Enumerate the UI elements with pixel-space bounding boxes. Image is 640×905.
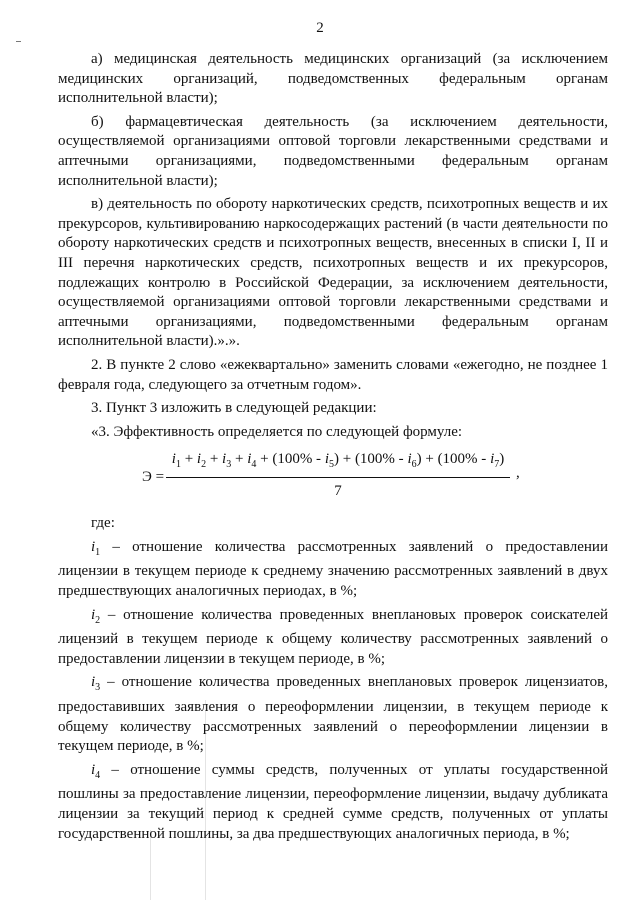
paragraph-b: б) фармацевтическая деятельность (за исключением деятельности, осуществляемой организациями оптовой торговли лекарственными средствами и аптечными организациями, подведомственными федеральным органам исполнительной власти);	[58, 113, 608, 189]
definition-subscript: 4	[95, 769, 101, 781]
formula-operator: +	[180, 451, 197, 468]
formula-variable: i	[196, 451, 202, 468]
definitions-list	[58, 538, 608, 844]
formula-variable: i	[247, 451, 252, 468]
formula-variable: i	[490, 451, 495, 468]
formula-numerator	[166, 450, 510, 478]
definition-variable: i	[91, 674, 96, 691]
definition-variable: i	[91, 761, 96, 778]
formula-subscript: 7	[494, 459, 500, 471]
definition-subscript: 3	[95, 682, 101, 694]
paragraph-v: в) деятельность по обороту наркотических средств, психотропных веществ и их прекурсоров, культивированию наркосодержащих растений (в части деятельности по обороту наркотических средств и психотропных веществ, внесенных в списки I, II и III перечня наркотических средств, психотропных веществ и их прекурсоров, подлежащих контролю в Российской Федерации, за исключением деятельности, осуществляемой организациями оптовой торговли лекарственными средствами и аптечными организациями, подведомственными федеральным органам исполнительной власти).».».	[58, 196, 608, 350]
definition-subscript: 1	[95, 546, 101, 558]
formula-variable: i	[222, 451, 227, 468]
formula-subscript: 3	[226, 459, 232, 471]
formula-variable: i	[324, 451, 329, 468]
formula-variable: i	[407, 451, 412, 468]
definition-text: – отношение количества проведенных внеплановых проверок соискателей лицензий в текущем периоде к общему количеству рассмотренных заявлений о предоставлении лицензии в текущем периоде, в %;	[58, 606, 608, 667]
formula-trailing: ,	[516, 465, 520, 482]
definition-variable: i	[91, 606, 96, 623]
efficiency-formula	[58, 450, 608, 510]
formula-subscript: 5	[328, 459, 334, 471]
formula-operator: +	[206, 451, 223, 468]
definition-text: – отношение суммы средств, полученных от уплаты государственной пошлины за предоставление лицензии, переоформление лицензии, выдачу дубликата лицензии за текущий период к средней сумме средств, полученных от уплаты государственной пошлины, за два предшествующих аналогичных периода, в %;	[58, 761, 608, 842]
where-label: где:	[91, 515, 115, 532]
formula-operator: ) + (100% -	[333, 451, 408, 468]
definition-item	[58, 761, 608, 844]
definition-text: – отношение количества проведенных внеплановых проверок лицензиатов, предоставивших заявления о переоформлении лицензии, в текущем периоде к общему количеству рассмотренных заявлений о переоформлении лицензии в текущем периоде, в %;	[58, 674, 608, 755]
formula-operator: + (100% -	[256, 451, 325, 468]
paragraph-a: а) медицинская деятельность медицинских организаций (за исключением медицинских организаций, подведомственных федеральным органам исполнительной власти);	[58, 51, 608, 107]
formula-operator: +	[231, 451, 248, 468]
margin-mark	[16, 41, 21, 42]
definition-item	[58, 538, 608, 602]
formula-fraction	[166, 450, 510, 501]
paragraph-item-2: 2. В пункте 2 слово «ежеквартально» заменить словами «ежегодно, не позднее 1 февраля года, следующего за отчетным годом».	[58, 356, 608, 393]
definition-variable: i	[91, 538, 96, 555]
formula-lhs: Э =	[142, 469, 165, 486]
definition-subscript: 2	[95, 614, 101, 626]
definition-item	[58, 673, 608, 756]
definition-text: – отношение количества рассмотренных заявлений о предоставлении лицензии в текущем периоде к среднему значению рассмотренных заявлений в двух предшествующих аналогичных периодах, в %;	[58, 538, 608, 600]
formula-operator: ) + (100% -	[416, 451, 491, 468]
formula-denominator: 7	[334, 482, 342, 499]
page-number: 2	[316, 20, 324, 36]
paragraph-item-3: 3. Пункт 3 изложить в следующей редакции:	[91, 400, 377, 417]
formula-subscript: 1	[175, 459, 181, 471]
formula-operator: )	[499, 451, 505, 468]
formula-subscript: 4	[251, 459, 257, 471]
formula-subscript: 6	[411, 459, 417, 471]
formula-subscript: 2	[201, 459, 207, 471]
formula-variable: i	[171, 451, 176, 468]
document-body	[58, 50, 608, 848]
definition-item	[58, 606, 608, 670]
paragraph-formula-intro: «3. Эффективность определяется по следующей формуле:	[91, 423, 463, 440]
